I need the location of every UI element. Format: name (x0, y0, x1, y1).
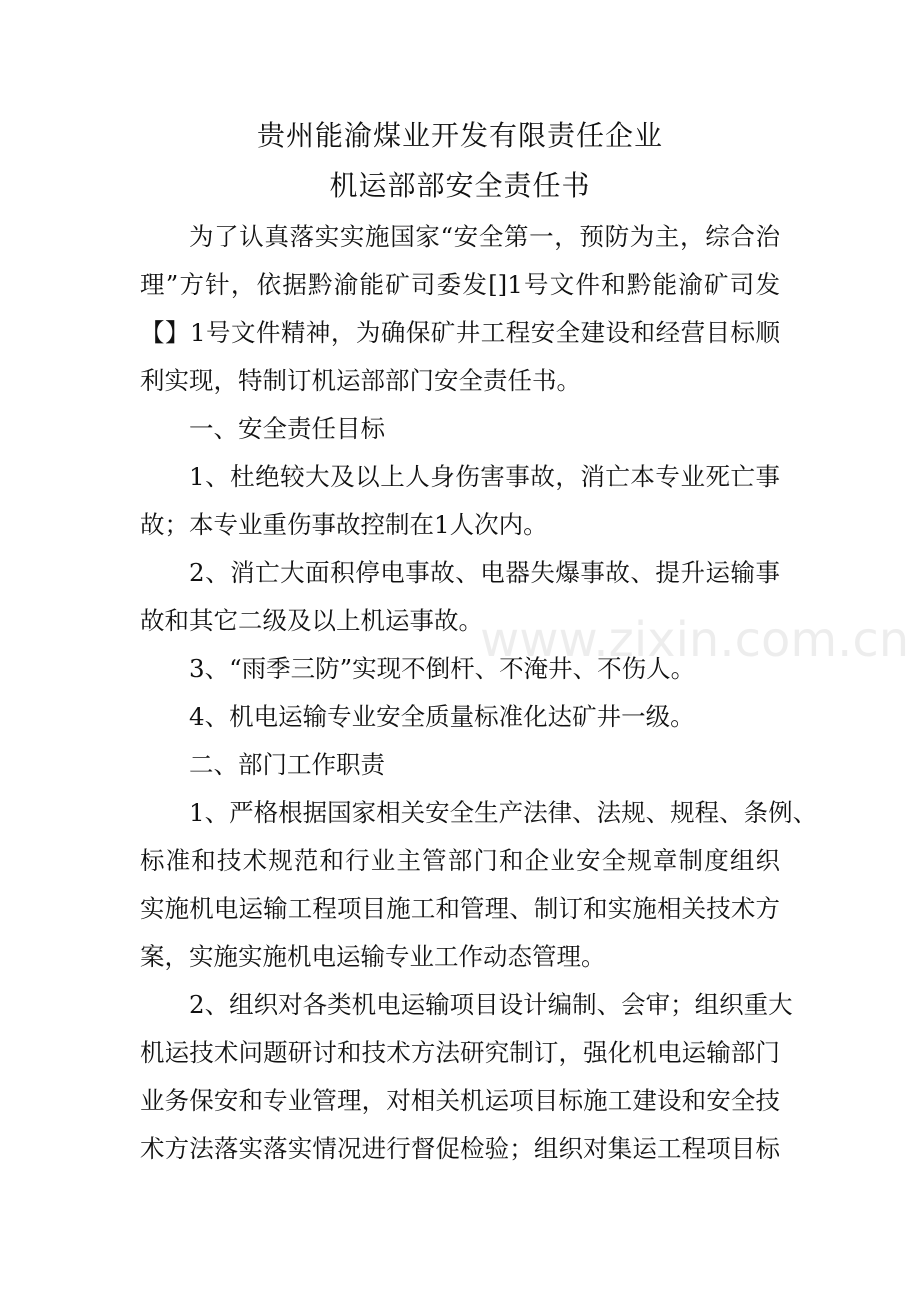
section-heading: 二、部门工作职责 (189, 750, 385, 779)
paragraph-line: 故；本专业重伤事故控制在1人次内。 (140, 510, 548, 539)
document-body (140, 213, 818, 1173)
paragraph-line: 为了认真落实实施国家“安全第一，预防为主，综合治 (189, 222, 780, 251)
document-subtitle: 机运部部安全责任书 (329, 169, 591, 202)
paragraph-line: 业务保安和专业管理，对相关机运项目标施工建设和安全技 (140, 1086, 780, 1115)
paragraph-line: 故和其它二级及以上机运事故。 (140, 606, 483, 635)
paragraph-line: 3、“雨季三防”实现不倒杆、不淹井、不伤人。 (189, 654, 696, 683)
paragraph-line: 4、机电运输专业安全质量标准化达矿井一级。 (189, 702, 695, 731)
paragraph-line: 理”方针，依据黔渝能矿司委发[]1号文件和黔能渝矿司发 (140, 270, 780, 299)
section-heading: 一、安全责任目标 (189, 414, 385, 443)
watermark: www.zixin.com.cn (480, 612, 910, 668)
paragraph-line: 术方法落实落实情况进行督促检验；组织对集运工程项目标 (140, 1134, 780, 1163)
paragraph-line: 2、消亡大面积停电事故、电器失爆事故、提升运输事 (189, 558, 780, 587)
paragraph-line: 标准和技术规范和行业主管部门和企业安全规章制度组织 (140, 846, 780, 875)
paragraph-line: 【】1号文件精神，为确保矿井工程安全建设和经营目标顺 (140, 318, 780, 347)
paragraph-line: 机运技术问题研讨和技术方法研究制订，强化机电运输部门 (140, 1038, 780, 1067)
paragraph-line: 1、杜绝较大及以上人身伤害事故，消亡本专业死亡事 (189, 462, 780, 491)
paragraph-line: 实施机电运输工程项目施工和管理、制订和实施相关技术方 (140, 894, 780, 923)
paragraph-line: 2、组织对各类机电运输项目设计编制、会审；组织重大 (189, 990, 793, 1019)
document-title: 贵州能渝煤业开发有限责任企业 (256, 119, 663, 152)
paragraph-line: 1、严格根据国家相关安全生产法律、法规、规程、条例、 (189, 798, 818, 827)
paragraph-line: 利实现，特制订机运部部门安全责任书。 (140, 366, 581, 395)
paragraph-line: 案，实施实施机电运输专业工作动态管理。 (140, 942, 606, 971)
